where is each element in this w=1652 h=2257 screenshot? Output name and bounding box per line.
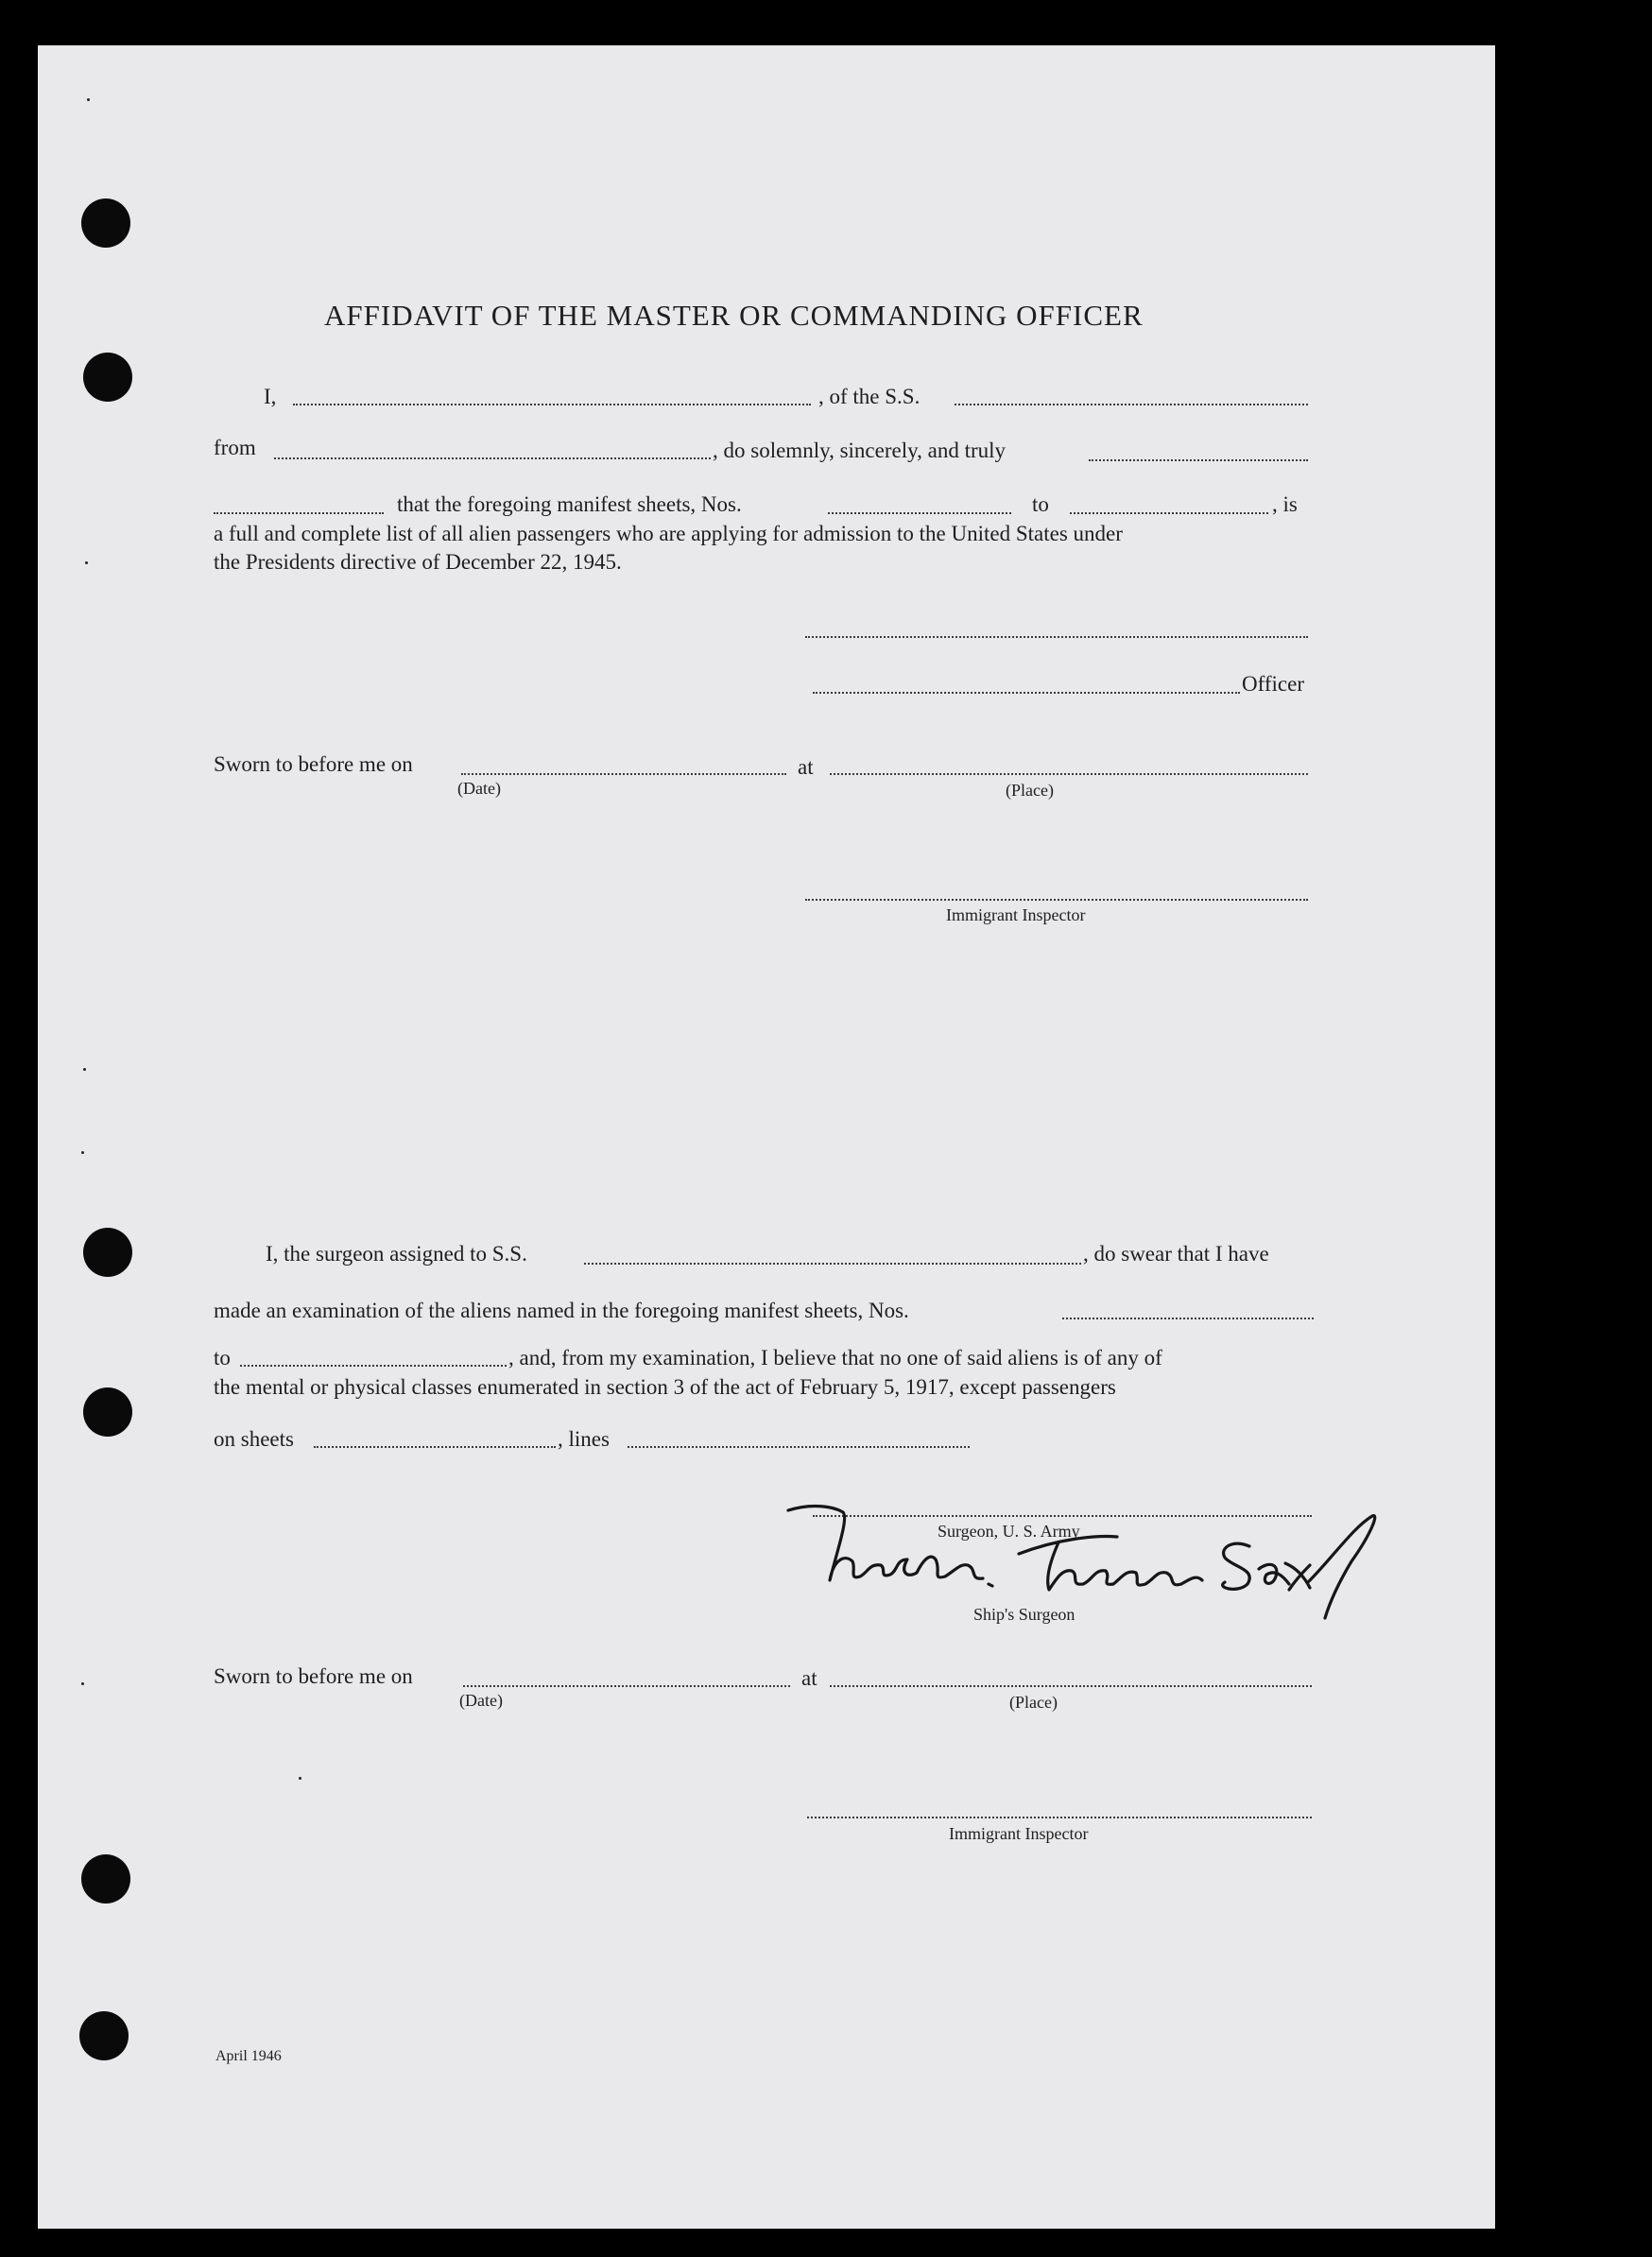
- ship-name-blank: [955, 404, 1308, 405]
- punch-hole: [79, 2011, 129, 2060]
- speck: [299, 1777, 301, 1780]
- master-line3-is: , is: [1272, 492, 1298, 516]
- surgeon-line4: the mental or physical classes enumerated in section 3 of the act of February 5, 1917, except passengers: [214, 1375, 1116, 1399]
- master-line1-ss: , of the S.S.: [818, 385, 921, 408]
- surgeon-line3-rest: , and, from my examination, I believe that no one of said aliens is of any of: [508, 1346, 1162, 1370]
- surgeon-line5-sheets: on sheets: [214, 1427, 294, 1451]
- surgeon-line2: made an examination of the aliens named in the foregoing manifest sheets, Nos.: [214, 1299, 909, 1322]
- surgeon-inspector-line: [807, 1817, 1312, 1818]
- surgeon-sworn-text: Sworn to before me on: [214, 1664, 413, 1688]
- master-line1-i: I,: [264, 385, 277, 408]
- surgeon-sheets-to-blank: [240, 1365, 507, 1367]
- officer-label: Officer: [1242, 672, 1304, 696]
- speck: [81, 1682, 84, 1685]
- swear-continuation-blank: [214, 512, 384, 514]
- punch-hole: [83, 353, 132, 402]
- punch-hole: [81, 198, 130, 248]
- master-sworn-at: at: [798, 755, 814, 779]
- surgeon-place-label: (Place): [1009, 1693, 1058, 1712]
- except-lines-blank: [628, 1446, 970, 1448]
- master-sworn-date-blank: [461, 773, 786, 775]
- master-name-blank: [293, 404, 811, 405]
- master-inspector-label: Immigrant Inspector: [946, 905, 1086, 924]
- master-line4: a full and complete list of all alien passengers who are applying for admission to the United States under: [214, 522, 1123, 545]
- surgeon-date-label: (Date): [459, 1691, 503, 1710]
- surgeon-sworn-place-blank: [830, 1685, 1312, 1687]
- surgeon-sworn-at: at: [801, 1666, 817, 1690]
- speck: [87, 98, 90, 101]
- surgeon-sworn-date-blank: [463, 1685, 790, 1687]
- ship-surgeon-label: Ship's Surgeon: [973, 1605, 1076, 1624]
- master-inspector-line: [805, 899, 1308, 901]
- army-surgeon-label: Surgeon, U. S. Army: [938, 1522, 1080, 1541]
- punch-hole: [81, 1854, 130, 1904]
- surgeon-sheets-from-blank: [1062, 1318, 1314, 1319]
- master-line3-to: to: [1032, 492, 1049, 516]
- master-line5: the Presidents directive of December 22, 1945.: [214, 550, 622, 574]
- except-sheets-blank: [314, 1446, 556, 1448]
- surgeon-line1-b: , do swear that I have: [1083, 1242, 1269, 1266]
- punch-hole: [83, 1387, 132, 1437]
- surgeon-inspector-label: Immigrant Inspector: [949, 1824, 1089, 1843]
- sheets-to-blank: [1070, 512, 1268, 514]
- surgeon-signature: [775, 1493, 1380, 1626]
- speck: [81, 1151, 84, 1154]
- swear-blank: [1089, 459, 1308, 461]
- officer-title-line: [813, 692, 1240, 694]
- master-signature-line: [805, 636, 1308, 638]
- form-date-footer: April 1946: [215, 2048, 282, 2064]
- surgeon-line3-to: to: [214, 1346, 231, 1370]
- surgeon-line1-a: I, the surgeon assigned to S.S.: [266, 1242, 527, 1266]
- document-page: [38, 45, 1495, 2229]
- master-line2-from: from: [214, 436, 256, 459]
- surgeon-line5-lines: , lines: [558, 1427, 610, 1451]
- document-title: AFFIDAVIT OF THE MASTER OR COMMANDING OFFICER: [324, 299, 1144, 332]
- surgeon-ship-blank: [584, 1263, 1081, 1265]
- master-date-label: (Date): [457, 779, 501, 798]
- sheets-from-blank: [828, 512, 1011, 514]
- punch-hole: [83, 1228, 132, 1277]
- master-place-label: (Place): [1006, 781, 1054, 800]
- master-line3-that: that the foregoing manifest sheets, Nos.: [397, 492, 742, 516]
- speck: [83, 1068, 86, 1071]
- speck: [85, 561, 88, 564]
- master-line2-swear: , do solemnly, sincerely, and truly: [713, 439, 1007, 462]
- master-sworn-place-blank: [830, 773, 1308, 775]
- from-port-blank: [274, 457, 711, 459]
- master-sworn-text: Sworn to before me on: [214, 752, 413, 776]
